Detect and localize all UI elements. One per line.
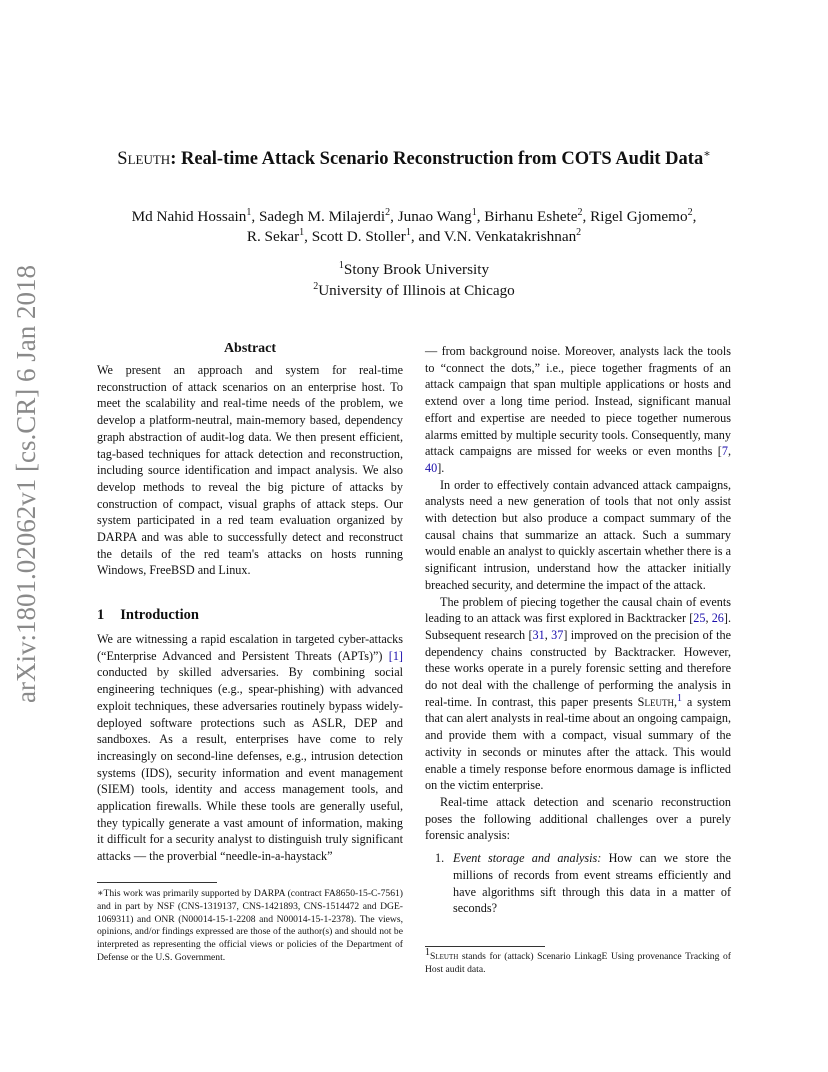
text-run: We are witnessing a rapid escalation in targeted cyber-attacks (“Enterprise Advanced and Persistent Threats (APTs)”) — [97, 632, 403, 663]
author: R. Sekar — [246, 228, 300, 245]
arxiv-stamp: arXiv:1801.02062v1 [cs.CR] 6 Jan 2018 — [11, 265, 41, 703]
affiliations — [60, 259, 768, 301]
list-body — [453, 850, 731, 917]
citation-link[interactable]: 25 — [693, 611, 706, 626]
paragraph — [97, 631, 403, 865]
citation-link[interactable]: 40 — [425, 460, 438, 475]
author: , and V.N. Venkatakrishnan — [410, 228, 577, 245]
section-number: 1 — [97, 607, 105, 623]
section-heading-introduction — [97, 607, 199, 624]
text-run: The problem of piecing together the causal chain of events leading to an attack was first explored in Backtracker [ — [425, 594, 731, 626]
author-affil-sup: 1 — [471, 206, 477, 218]
intro-body — [97, 631, 403, 865]
title-system-name: Sleuth — [117, 149, 171, 169]
author-affil-sup: 1 — [299, 226, 305, 238]
footnote-text: stands for (attack) Scenario LinkagE Using provenance Tracking of Host audit data. — [425, 951, 731, 975]
author: , Rigel Gjomemo — [582, 208, 688, 225]
citation-link[interactable]: 26 — [711, 611, 724, 626]
text-run: — from background noise. Moreover, analysts lack the tools to “connect the dots,” i.e., piece together fragments of an attack campaign that span multiple applications or hosts and extend over a long time period. Instead, significant manual effort and expertise are needed to piece together numerous alarms emitted by multiple security tools. Consequently, many attack campaigns are missed for weeks or even months [ — [425, 344, 731, 459]
text-run: , — [705, 611, 712, 626]
affiliation: University of Illinois at Chicago — [318, 282, 515, 299]
text-run: How can we store the millions of records from event streams efficiently and have algorithms sift through this data in a matter of seconds? — [453, 851, 731, 916]
text-run: , — [544, 627, 552, 642]
author-affil-sup: 1 — [246, 206, 252, 218]
list-item — [435, 850, 731, 917]
author-list — [60, 207, 768, 247]
list-number: 1. — [435, 851, 445, 866]
affil-sup: 1 — [338, 259, 344, 271]
footnote-link[interactable]: 1 — [677, 692, 682, 704]
abstract-body — [97, 362, 403, 579]
affil-sup: 2 — [313, 280, 319, 292]
footnote-rule — [425, 946, 545, 947]
author: , Sadegh M. Milajerdi — [251, 208, 386, 225]
title-footnote-mark: ∗ — [703, 147, 711, 160]
system-name: Sleuth — [637, 694, 674, 709]
text-run: a system that can alert analysts in real-time about an ongoing campaign, and provide them with a compact, visual summary of the activity in seconds or minutes after the attack. This would enable a timely response before enormous damage is inflicted on the victim enterprise. — [425, 694, 732, 793]
text-run: ]. Subsequent research [ — [425, 611, 731, 642]
footnote-rule — [97, 882, 217, 883]
footnote-number: 1 — [425, 946, 430, 958]
author-separator: , — [692, 208, 697, 225]
author: , Scott D. Stoller — [304, 228, 406, 245]
paragraph: In order to effectively contain advanced attack campaigns, analysts need a new generation of tools that not only assist with detection but also produce a compact summary of the causal chains that summarize an attack. Such a summary would enable an analyst to quickly ascertain whether there is a significant intrusion, understand how the attacker initially breached security, and determine the impact of the attack. — [425, 477, 731, 592]
author-affil-sup: 2 — [577, 206, 583, 218]
citation-link[interactable]: 7 — [721, 444, 728, 459]
author: , Junao Wang — [390, 208, 472, 225]
author-affil-sup: 1 — [405, 226, 411, 238]
author-affil-sup: 2 — [687, 206, 693, 218]
citation-link[interactable]: 31 — [532, 627, 545, 642]
right-column — [425, 343, 731, 917]
paragraph — [425, 343, 731, 477]
paper-title — [60, 149, 768, 170]
author-affil-sup: 2 — [385, 206, 391, 218]
author: , Birhanu Eshete — [476, 208, 578, 225]
paragraph: Real-time attack detection and scenario reconstruction poses the following additional challenges over a purely forensic analysis: — [425, 794, 731, 843]
footnote-funding: ∗This work was primarily supported by DARPA (contract FA8650-15-C-7561) and in part by NSF (CNS-1319137, CNS-1421893, CNS-1514472 and DGE-1069311) and ONR (N00014-15-1-2208 and N00014-15-1-2378). The views, opinions, and/or findings expressed are those of the author(s) and should not be interpreted as representing the official views or policies of the Department of Defense or the U.S. Government. — [97, 888, 403, 963]
text-run: ]. — [437, 460, 445, 475]
author: Md Nahid Hossain — [131, 208, 247, 225]
paragraph: The problem of piecing together the causal chain of events leading to an attack was first explored in Backtracker [25, 26]. Subsequent research [31, 37] improved on the precision of the dependency chains constructed by Backtracker. However, these works operate in a purely forensic setting and therefore do not deal with the challenge of performing the analysis in real-time. In contrast, this paper presents Sleuth,$^1$ a system that can alert analysts in real-time about an ongoing campaign, and provide them with a compact, visual summary of the activity in seconds or minutes after the attack. This would enable a timely response before enormous damage is inflicted on the victim enterprise. — [425, 594, 732, 793]
text-run: , — [727, 444, 731, 459]
footnote-sleuth — [425, 946, 731, 977]
title-text: : Real-time Attack Scenario Reconstruction from COTS Audit Data — [170, 149, 704, 169]
affiliation: Stony Brook University — [343, 261, 490, 278]
abstract-text: We present an approach and system for real-time reconstruction of attack scenarios on an enterprise host. To meet the scalability and real-time needs of the problem, we develop a platform-neutral, main-memory based, dependency graph abstraction of audit-log data. We then present efficient, tag-based techniques for attack detection and reconstruction, including source identification and impact analysis. We also develop methods to reveal the big picture of attacks by construction of compact, visual graphs of attack steps. Our system participated in a red team evaluation organized by DARPA and was able to successfully detect and reconstruct the details of the red team's attacks on hosts running Windows, FreeBSD and Linux. — [97, 363, 403, 578]
system-name: Sleuth — [430, 951, 459, 962]
list-label: Event storage and analysis: — [453, 851, 602, 866]
abstract-heading: Abstract — [223, 341, 277, 356]
text-run: ] improved on the precision of the dependency chains constructed by Backtracker. However, these works operate in a purely forensic setting and therefore do not deal with the challenge of performing the analysis in real-time. In contrast, this paper presents — [425, 627, 731, 709]
citation-link[interactable]: [1] — [388, 648, 403, 663]
section-title: Introduction — [120, 607, 199, 623]
author-affil-sup: 2 — [576, 226, 582, 238]
citation-link[interactable]: 37 — [551, 627, 564, 642]
text-run: conducted by skilled adversaries. By combining social engineering techniques (e.g., spear-phishing) with advanced exploit techniques, these adversaries routinely bypass widely-deployed software protections such as ASLR, DEP and sandboxes. As a result, enterprises have come to rely increasingly on second-line defenses, e.g., intrusion detection systems (IDS), security information and event management (SIEM) tools, identity and access management tools, and application firewalls. While these tools are generally useful, they typically generate a vast amount of information, making it difficult for a security analyst to distinguish truly significant attacks — the proverbial “needle-in-a-haystack” — [97, 665, 403, 864]
